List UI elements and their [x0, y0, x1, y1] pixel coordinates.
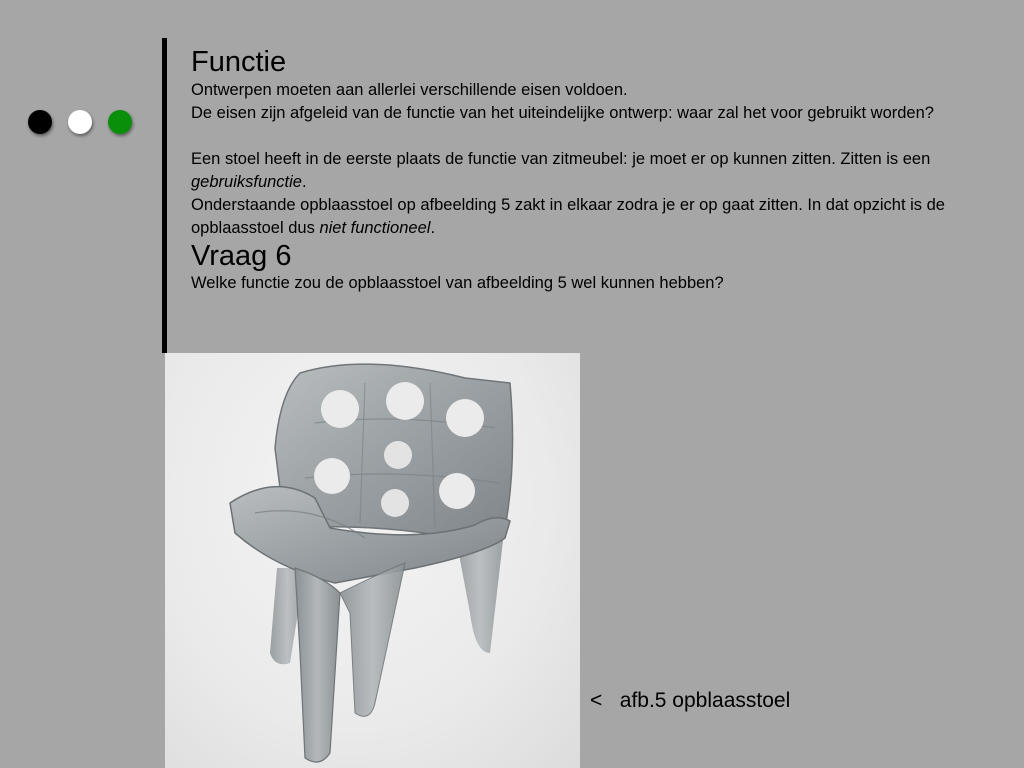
slide-text [191, 46, 1021, 295]
section-title-vraag: Vraag 6 [191, 240, 292, 272]
accent-bar [162, 38, 167, 353]
paragraph-line4 [191, 194, 1021, 240]
paragraph-line2: De eisen zijn afgeleid van de functie van het uiteindelijke ontwerp: waar zal het voor gebruikt worden? [191, 104, 934, 122]
line3-text: Een stoel heeft in de eerste plaats de functie van zitmeubel: je moet er op kunnen zitten. Zitten is een [191, 150, 931, 168]
line3-end: . [301, 173, 307, 191]
bullet-dot-black [28, 110, 52, 134]
paragraph-line1: Ontwerpen moeten aan allerlei verschillende eisen voldoen. [191, 81, 628, 99]
figure-caption: < afb.5 opblaasstoel [590, 689, 791, 712]
line4-italic: niet functioneel [319, 219, 431, 237]
bullet-dot-white [68, 110, 92, 134]
line4-text: Onderstaande opblaasstoel op afbeelding 5 zakt in elkaar zodra je er op gaat zitten. In dat opzicht is de opblaasstoel dus [191, 196, 945, 237]
question-text: Welke functie zou de opblaasstoel van afbeelding 5 wel kunnen hebben? [191, 274, 724, 292]
chair-photo [165, 353, 580, 768]
section-title-functie: Functie [191, 46, 287, 78]
line4-end: . [430, 219, 436, 237]
line3-italic: gebruiksfunctie [191, 173, 302, 191]
bullet-dot-green [108, 110, 132, 134]
inflatable-chair-image [165, 353, 580, 768]
paragraph-line3 [191, 148, 1021, 194]
